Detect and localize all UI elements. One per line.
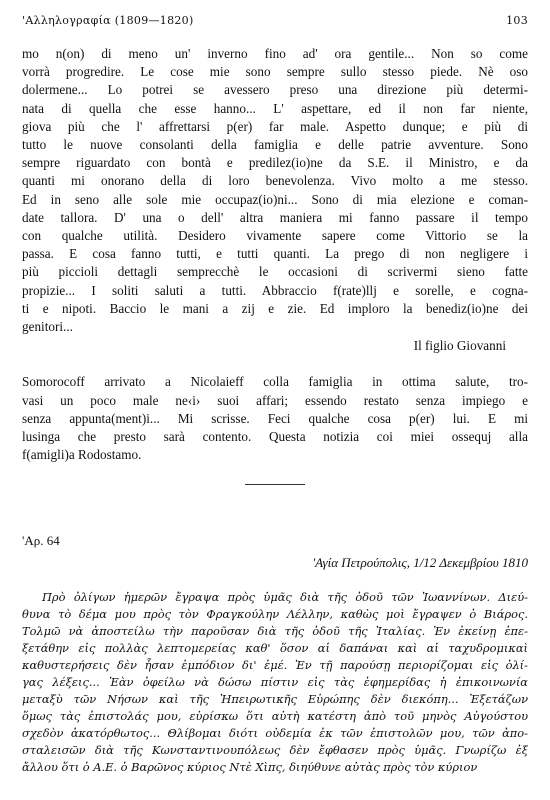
text-line: tutto le nuove consolanti della famiglia e delle patrie avventure. Sono <box>22 137 528 153</box>
signature: Il figlio Giovanni <box>413 338 506 354</box>
text-line: Τολμῶ νὰ ἀποστείλω τὴν παροῦσαν διὰ τῆς ὁδοῦ τῆς Ἰταλίας. Ἐν ἐκείνῃ ἐπε- <box>22 624 528 639</box>
text-line: f(amigli)a Rodostamo. <box>22 447 142 463</box>
text-line: lusinga che presto sarà contento. Questa notizia coi miei ossequj alla <box>22 429 528 445</box>
running-title: 'Αλληλογραφία (1809—1820) <box>22 14 194 27</box>
italian-letter <box>22 45 528 464</box>
letter-dateline: 'Αγία Πετρούπολις, 1/12 Δεκεμβρίου 1810 <box>312 555 528 571</box>
text-line: con qualche utilità. Desidero vivamente sapere come Vittorio se la <box>22 228 528 244</box>
text-line: ὅμως τὰς ἐπιστολάς μου, εὑρίσκω ὅτι αὐτὴ κατέστη ἀπὸ τοῦ μηνὸς Αὐγούστου <box>22 709 528 724</box>
text-line: γας λέξεις... Ἐὰν ὀφείλω νὰ δώσω πίστιν εἰς τὰς ἐφημερίδας ἡ ἐπικοινωνία <box>22 675 528 690</box>
text-line: dolermene... Lo potrei se avessero preso una direzione più determi- <box>22 82 528 98</box>
document-page <box>22 14 528 776</box>
text-line: mo n(on) di meno un' inverno fino ad' ora gentile... Non so come <box>22 46 528 61</box>
postscript <box>22 373 528 464</box>
text-line: date tallora. D' una o dell' altra maniera mi fanno passare il tempo <box>22 209 528 225</box>
text-line: nata di quella che esse hanno... L' aspettare, ed il non far niente, <box>22 100 528 116</box>
text-line: quanti mi onorano della di loro benevolenza. Vivo molto a me stesso. <box>22 173 528 189</box>
text-line: passa. E cosa fanno tutti, e tutti quanti. La prego di non negligere i <box>22 246 528 262</box>
text-line: genitori... <box>22 319 73 335</box>
text-line: Somorocoff arrivato a Nicolaieff colla famiglia in ottima salute, tro- <box>22 374 528 390</box>
section-divider <box>245 484 305 485</box>
italian-letter-body <box>22 45 528 336</box>
text-line: ti e nipoti. Baccio le mani a zij e zie. Ed imploro la benediz(io)ne dei <box>22 300 528 316</box>
text-line: σχεδὸν ἀκατόρθωτος... Θλίβομαι διότι οὐδεμία ἐκ τῶν ἐπιστολῶν μου, τῶν ἀπο- <box>22 726 528 741</box>
page-number: 103 <box>506 14 528 27</box>
text-line: più piccioli dettagli semprecchè le occasioni di scrivermi sieno fatte <box>22 264 528 280</box>
text-line: μεταξὺ τῶν Νήσων καὶ τῆς Ἠπειρωτικῆς Εὐρώπης δὲν διεκόπη... Ἐξετάζων <box>22 692 528 707</box>
text-line: sempre riguardato con bontà e predilez(io)ne da S.E. il Ministro, e da <box>22 155 528 171</box>
greek-letter-body <box>22 589 528 776</box>
running-header <box>22 14 528 27</box>
text-line: senza appunta(ment)i... Mi scrisse. Feci qualche cosa p(er) lui. E mi <box>22 410 528 426</box>
text-line: propizie... I soliti saluti a tutti. Abbraccio f(rate)llj e sorelle, e cogna- <box>22 282 528 298</box>
text-line: ξετάθην εἰς πολλὰς λεπτομερείας καθ' ὅσον αἱ δαπάναι καὶ αἱ ταχυδρομικαὶ <box>22 641 528 656</box>
text-line: σταλεισῶν διὰ τῆς Κωνσταντινουπόλεως δὲν ἔφθασεν πρὸς ὑμᾶς. Γνωρίζω ἐξ <box>22 743 528 758</box>
text-line: giova più che l' affrettarsi p(er) far male. Aspetto dunque; e più di <box>22 118 528 134</box>
text-line: vasi un poco male ne‹i› suoi affari; essendo restato senza impiego e <box>22 392 528 408</box>
text-line: ἄλλου ὅτι ὁ Α.Ε. ὁ Βαρῶνος κύριος Ντὲ Χὶπς, διηύθυνε αὐτὰς πρὸς τὸν κύριον <box>22 760 478 775</box>
text-line: θυνα τὸ δέμα μου πρὸς τὸν Φραγκούλην Λέλλην, καθὼς μοὶ ἔγραψεν ὁ Βιάρος. <box>22 607 528 622</box>
text-line: Πρὸ ὀλίγων ἡμερῶν ἔγραψα πρὸς ὑμᾶς διὰ τῆς ὁδοῦ τῶν Ἰωαννίνων. Διεύ- <box>42 590 528 605</box>
text-line: καθυστερήσεις δὲν ἦσαν ἐμπόδιον δι' ἐμέ. Ἐν τῇ παρούσῃ περιορίζομαι εἰς ὀλί- <box>22 658 528 673</box>
letter-number: 'Αρ. 64 <box>22 533 60 549</box>
text-line: vorrà progredire. Le cose mie sono sempre sullo stesso piede. Nè oso <box>22 64 528 80</box>
text-line: Ed in seno alle sole mie occupaz(io)ni... Sono di mia elezione e coman- <box>22 191 528 207</box>
